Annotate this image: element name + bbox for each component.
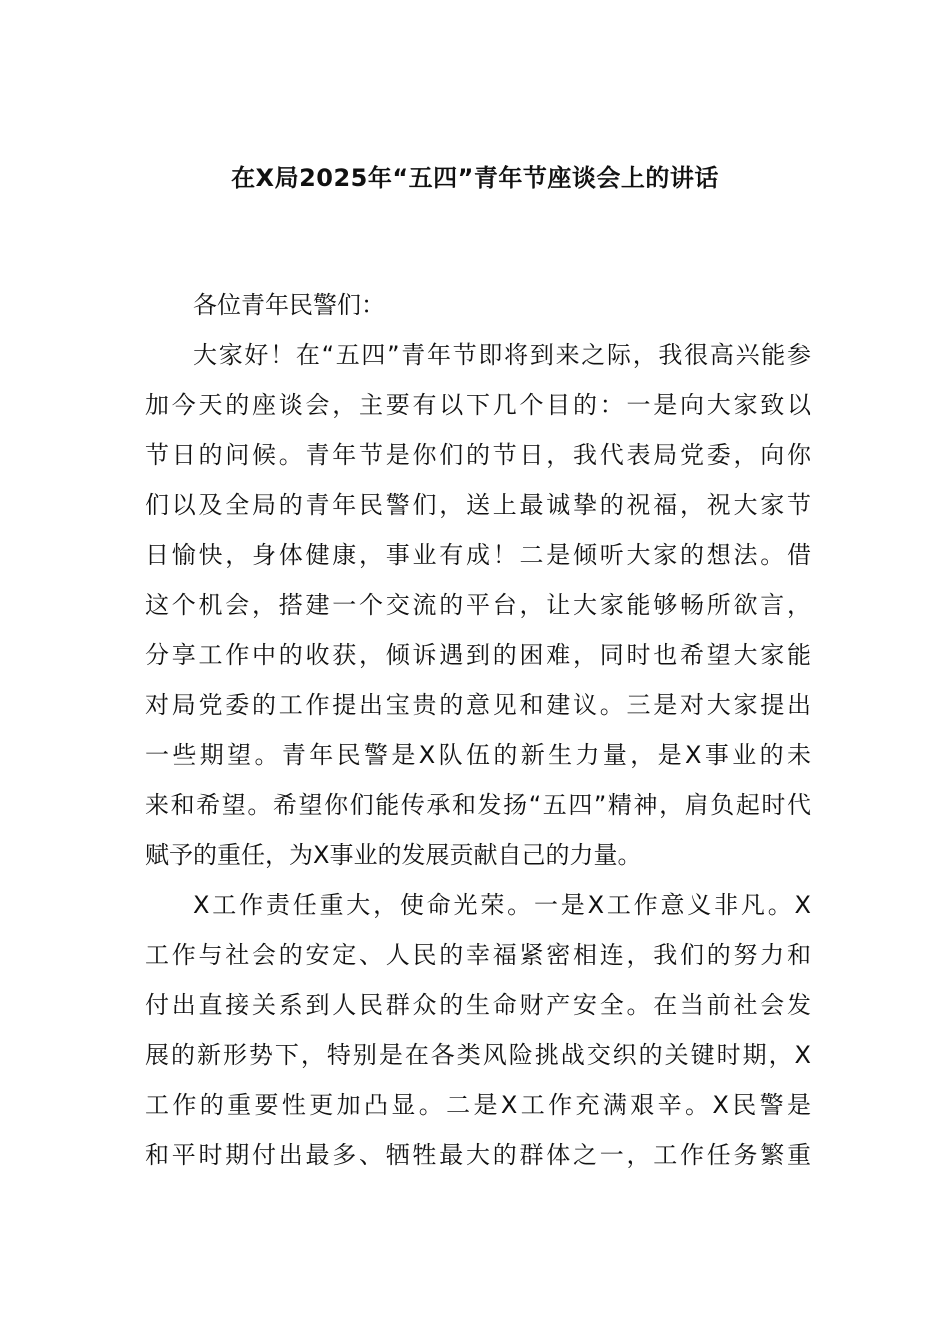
- text-line: 大家好！在“五四”青年节即将到来之际，我很高兴能参: [193, 341, 811, 369]
- text-line: 各位青年民警们：: [193, 291, 385, 319]
- text-line: 分享工作中的收获，倾诉遇到的困难，同时也希望大家能: [145, 641, 811, 669]
- text-line: 工作的重要性更加凸显。二是X工作充满艰辛。X民警是: [145, 1091, 811, 1119]
- document-body: [145, 280, 811, 1180]
- text-line: 工作与社会的安定、人民的幸福紧密相连，我们的努力和: [145, 941, 811, 969]
- text-line: X工作责任重大，使命光荣。一是X工作意义非凡。X: [193, 891, 811, 919]
- text-line: 节日的问候。青年节是你们的节日，我代表局党委，向你: [145, 441, 811, 469]
- text-line: 日愉快，身体健康，事业有成！二是倾听大家的想法。借: [145, 541, 811, 569]
- text-line: 来和希望。希望你们能传承和发扬“五四”精神，肩负起时代: [145, 791, 811, 819]
- text-line: 一些期望。青年民警是X队伍的新生力量，是X事业的未: [145, 741, 811, 769]
- text-line: 展的新形势下，特别是在各类风险挑战交织的关键时期，X: [145, 1041, 811, 1069]
- text-line: 付出直接关系到人民群众的生命财产安全。在当前社会发: [145, 991, 811, 1019]
- text-line: 们以及全局的青年民警们，送上最诚挚的祝福，祝大家节: [145, 491, 811, 519]
- text-line: 和平时期付出最多、牺牲最大的群体之一，工作任务繁重: [145, 1141, 811, 1169]
- text-line: 赋予的重任，为X事业的发展贡献自己的力量。: [145, 841, 642, 869]
- text-line: 对局党委的工作提出宝贵的意见和建议。三是对大家提出: [145, 691, 811, 719]
- text-line: 这个机会，搭建一个交流的平台，让大家能够畅所欲言，: [145, 591, 811, 619]
- document-title: 在X局2025年“五四”青年节座谈会上的讲话: [231, 164, 719, 192]
- text-line: 加今天的座谈会，主要有以下几个目的：一是向大家致以: [145, 391, 811, 419]
